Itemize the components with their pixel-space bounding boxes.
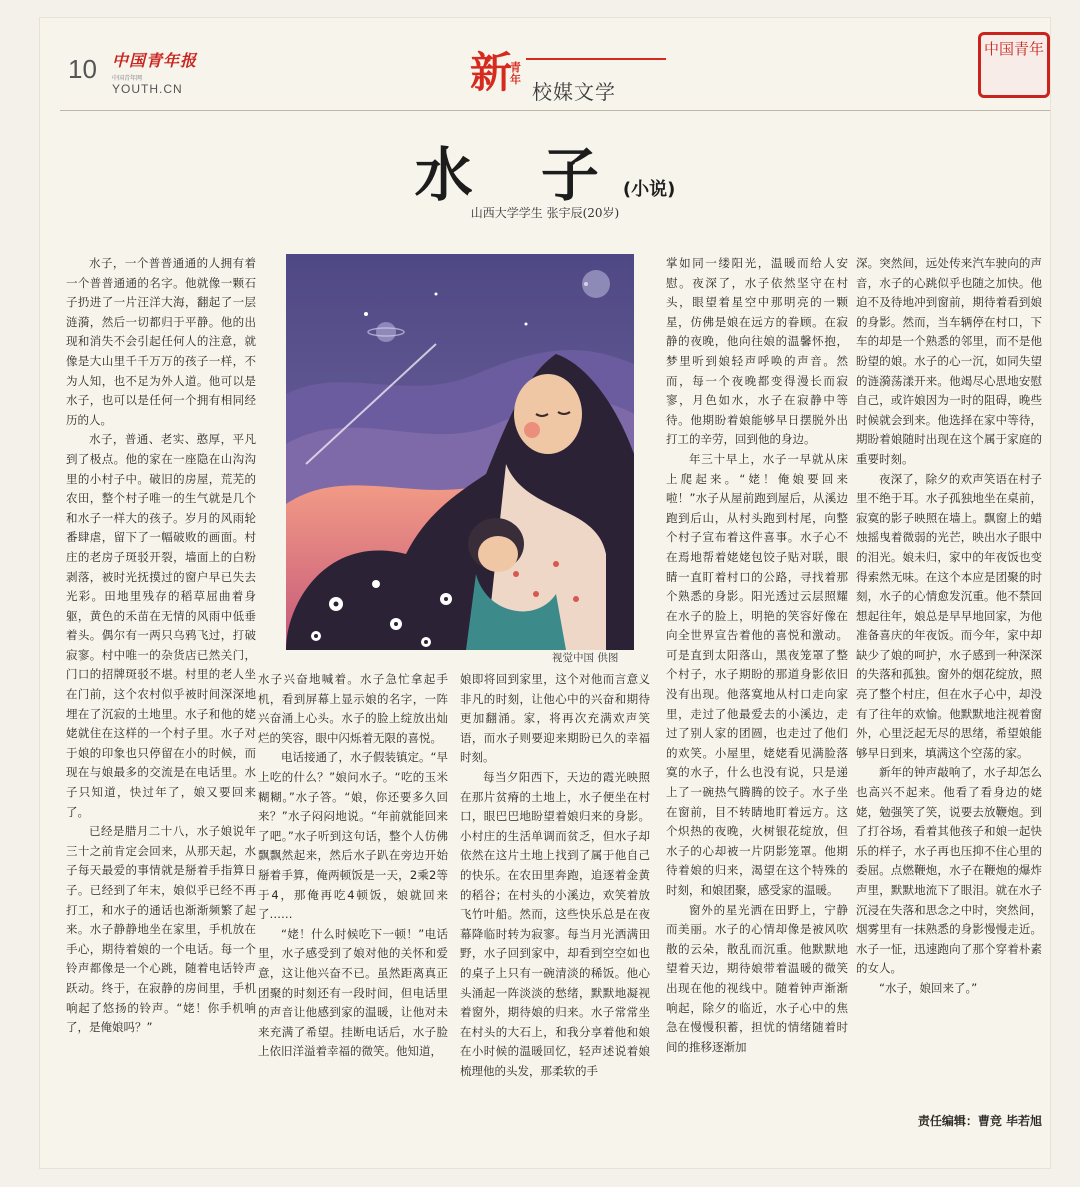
- newspaper-logo: [112, 48, 222, 108]
- paragraph: 窗外的星光洒在田野上，宁静而美丽。水子的心情却像是被风吹散的云朵，散乱而沉重。他默默地望着天边，期待娘带着温暖的微笑出现在他的视线中。随着钟声渐渐响起，除夕的临近，水子心中的焦急在慢慢积蓄，担忧的情绪随着时间的推移逐渐加: [666, 902, 848, 1054]
- article-title-block: [40, 128, 1050, 212]
- article-genre: (小说): [622, 179, 676, 200]
- paragraph: 水子兴奋地喊着。水子急忙拿起手机，看到屏幕上显示娘的名字，一阵兴奋涌上心头。水子的脸上绽放出灿烂的笑容，眼中闪烁着无限的喜悦。: [258, 672, 448, 745]
- article-byline: 山西大学学生 张宇辰(20岁): [470, 206, 620, 220]
- column-name: 校媒文学: [532, 80, 616, 104]
- article-title: 水 子: [414, 141, 623, 209]
- paragraph: 水子，一个普普通通的人拥有着一个普普通通的名字。他就像一颗石子扔进了一片汪洋大海，翻起了一层涟漪，然后一切都归于平静。他的出现和消失不会引起任何人的注意，就像是大山里千千万万的孩子一样，不为人知，也不足为外人道。他可以是水子，也可以是任何一个拥有相同经历的人。: [66, 256, 256, 427]
- paper-small-text: 中国青年网: [112, 75, 143, 82]
- paragraph: 新年的钟声敲响了，水子却怎么也高兴不起来。他看了看身边的姥姥，勉强笑了笑，说要去放鞭炮。到了打谷场，看着其他孩子和娘一起快乐的样子，水子再也压抑不住心里的委屈。点燃鞭炮，水子在鞭炮的爆炸声里，默默地流下了眼泪。就在水子沉浸在失落和思念之中时，突然间，烟雾里有一抹熟悉的身影慢慢走近。水子一怔，迅速跑向了那个穿着朴素的女人。: [856, 765, 1042, 976]
- seal-text: 中国青年: [983, 40, 1044, 58]
- banner-small-char: 青年: [510, 61, 521, 86]
- paragraph: 水子，普通、老实、憨厚，平凡到了极点。他的家在一座隐在山沟沟里的小村子中。破旧的房屋，荒芜的农田，整个村子唯一的生气就是几个和水子一样大的孩子。岁月的风雨轮番肆虐，留下了一幅破败的画面。村庄的老房子斑驳开裂，墙面上的白粉剥落，被时光抚摸过的窗户早已失去光彩。田地里残存的稻草屈曲着身躯，黄色的禾苗在无情的风雨中低垂着头。偶尔有一两只乌鸦飞过，打破寂寥。村中唯一的杂货店已然关门，门口的招牌斑驳不堪。村里的老人坐在门前，这个农村似乎被时间深深地埋在了沉寂的土地里。水子和他的姥姥就住在这样的一个村子里。水子对于娘的印象也只停留在小的时候，而现在与娘最多的交流是在电话里。水子只知道，快过年了，娘又要回来了。: [66, 432, 256, 819]
- paragraph: 电话接通了，水子假装镇定。“早上吃的什么？”娘问水子。“吃的玉米糊糊。”水子答。“娘，你还要多久回来？”水子闷闷地说。“年前就能回来了吧。”水子听到这句话，整个人仿佛飘飘然起来，然后水子趴在旁边开始掰着手算，俺两顿饭是一天，2乘2等于4，那俺再吃4顿饭，娘就回来了……: [258, 750, 448, 922]
- site-url: YOUTH.CN: [112, 82, 183, 96]
- editor-credit: 责任编辑：曹竞 毕若旭: [917, 1114, 1042, 1128]
- newspaper-page: [40, 18, 1050, 1168]
- paragraph: 掌如同一缕阳光，温暖而给人安慰。夜深了，水子依然坚守在村头，眼望着星空中那明亮的一颗星，仿佛是娘在远方的眷顾。在寂静的夜晚，他向往娘的温馨怀抱，梦里听到娘轻声呼唤的声音。然而，每一个夜晚都变得漫长而寂寥，月色如水，水子在寂静中等待。他期盼着娘能够早日摆脱外出打工的辛劳，回到他的身边。: [666, 256, 848, 447]
- seal-stamp-logo: [978, 32, 1050, 98]
- paragraph: 深。突然间，远处传来汽车驶向的声音，水子的心跳似乎也随之加快。他迫不及待地冲到窗前，期待着看到娘的身影。然而，当车辆停在村口，下车的却是一个熟悉的邻里，而不是他盼望的娘。水子的心一沉，如同失望的涟漪荡漾开来。他竭尽心思地安慰自己，或许娘因为一时的阻碍，晚些时候就会到来。他选择在家中等待，期盼着娘随时出现在这个属于家庭的重要时刻。: [856, 256, 1042, 466]
- text-column-3: [460, 670, 650, 1146]
- paragraph: 娘即将回到家里，这个对他而言意义非凡的时刻，让他心中的兴奋和期待更加翻涌。家，将再次充满欢声笑语，而水子则要迎来期盼已久的幸福时刻。: [460, 672, 650, 765]
- header-rule: [60, 110, 1050, 111]
- paragraph: “水子，娘回来了。”: [879, 980, 978, 995]
- paragraph: 夜深了，除夕的欢声笑语在村子里不绝于耳。水子孤独地坐在桌前，寂寞的影子映照在墙上。飘窗上的蜡烛摇曳着微弱的光芒，映出水子眼中的泪光。娘未归，家中的年夜饭也变得索然无味。在这个本应是团聚的时刻，水子的心情愈发沉重。他不禁回想起往年，娘总是早早地回家，为他准备喜庆的年夜饭。而今年，家中却缺少了娘的呵护，水子感到一种深深的失落和孤独。窗外的烟花绽放，照亮了整个村庄，但在水子心中，却没有了往年的欢愉。他默默地注视着窗外，心里泛起无尽的思绪，希望娘能够早日到来，填满这个空荡的家。: [856, 471, 1042, 760]
- text-column-4: [666, 254, 848, 1104]
- paragraph: 年三十早上，水子一早就从床上爬起来。“姥！俺娘要回来啦！”水子从屋前跑到屋后，从溪边跑到后山，从村头跑到村尾，向整个村子宣布着这件喜事。水子心不在焉地帮着姥姥包饺子贴对联，眼睛一直盯着村口的公路，寻找着那个熟悉的身影。阳光透过云层照耀在水子的脸上，明艳的笑容好像在向全世界宣告着他的喜悦和激动。可是直到太阳落山，黑夜笼罩了整个村子，水子期盼的那道身影依旧没有出现。他落寞地从村口走向家里，走过了他最爱去的小溪边，走过了别人家的团圆，也走过了他们的欢笑。小屋里，姥姥看见满脸落寞的水子，什么也没有说，只是递上了一碗热气腾腾的饺子。水子坐在窗前，目不转睛地盯着远方。这个炽热的夜晚，火树银花绽放，但水子的心却被一片阴影笼罩。他期待着娘的归来，渴望在这个特殊的时刻，和娘团聚，感受家的温暖。: [666, 451, 848, 897]
- paragraph: 每当夕阳西下，天边的霞光映照在那片贫瘠的土地上，水子便坐在村口，眼巴巴地盼望着娘归来的身影。小村庄的生活单调而贫乏，但水子却依然在这片土地上找到了属于他自己的快乐。在农田里奔跑，追逐着金黄的稻谷；在村头的小溪边，欢笑着放飞竹叶船。然而，这些快乐总是在夜幕降临时转为寂寥。每当月光洒满田野，水子回到家中，却看到空空如也的桌子上只有一碗清淡的稀饭。他心头涌起一阵淡淡的愁绪，默默地凝视着窗外，期待娘的归来。水子常常坐在村头的大石上，和我分享着他和娘在小时候的温暖回忆，轻声述说着娘梳理他的头发，那柔软的手: [460, 769, 650, 1078]
- image-credit: 视觉中国 供图: [552, 652, 619, 664]
- banner-big-char: 新: [470, 48, 513, 97]
- paragraph: “姥！什么时候吃下一顿！”电话里，水子感受到了娘对他的关怀和爱意，这让他兴奋不已。虽然距离真正团聚的时刻还有一段时间，但电话里的声音让他感到家的温暖，让他对未来充满了希望。挂断电话后，水子脸上依旧洋溢着幸福的微笑。他知道，: [258, 926, 448, 1059]
- paragraph: 已经是腊月二十八，水子娘说年三十之前肯定会回来，从那天起，水子每天最爱的事情就是掰着手指算日子。已经到了年末，娘似乎已经不再打工，和水子的通话也渐渐频繁了起来。水子静静地坐在家里，手机放在手心，期待着娘的一个电话。每一个铃声都像是一个心跳，随着电话铃声跃动。终于，在寂静的房间里，手机响起了悠扬的铃声。“姥！你手机响了，是俺娘吗？”: [66, 824, 256, 1035]
- section-banner: [470, 40, 670, 104]
- banner-rule: [526, 58, 666, 72]
- illustration-image: [286, 254, 634, 650]
- paper-name: 中国青年报: [112, 51, 198, 70]
- text-column-2: [258, 670, 448, 1146]
- text-column-1: [66, 254, 256, 1146]
- page-number: 10: [68, 54, 97, 84]
- text-column-5: [856, 254, 1042, 1110]
- mother-child-illustration: [286, 254, 634, 650]
